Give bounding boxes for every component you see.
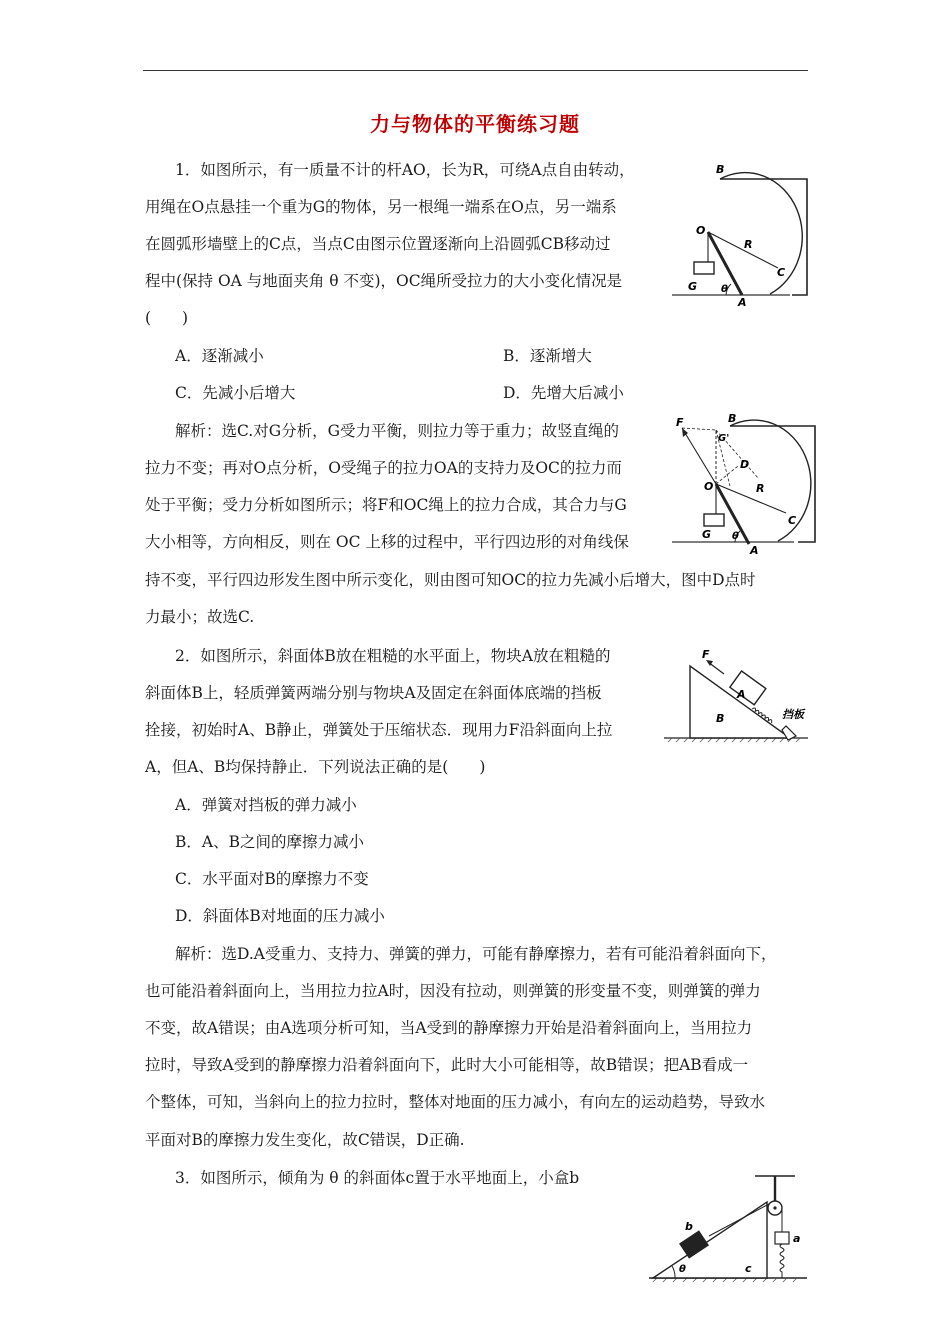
q2-analysis-line: 个整体，可知，当斜向上的拉力拉时，整体对地面的压力减小，有向左的运动趋势，导致水: [145, 1093, 766, 1111]
q2-figure: [660, 644, 812, 748]
label-r: R: [744, 238, 753, 251]
q2-analysis-line: 也可能沿着斜面向上，当用拉力拉A时，因没有拉动，则弹簧的形变量不变，则弹簧的弹力: [145, 982, 761, 1000]
label-a: A: [737, 688, 746, 701]
q2-option-b: B．A、B之间的摩擦力减小: [175, 833, 364, 851]
q2-option-d: D．斜面体B对地面的压力减小: [175, 907, 385, 925]
q2-analysis-line: 平面对B的摩擦力发生变化，故C错误，D正确.: [145, 1131, 465, 1149]
label-c: c: [745, 1262, 752, 1275]
q2-analysis-line: 拉时，导致A受到的静摩擦力沿着斜面向下，此时大小可能相等，故B错误；把AB看成一: [145, 1056, 749, 1074]
q1-line: 在圆弧形墙壁上的C点，当点C由图示位置逐渐向上沿圆弧CB移动过: [145, 235, 611, 253]
q1-option-c: C．先减小后增大: [175, 384, 296, 402]
label-f: F: [702, 648, 710, 661]
label-theta: θ: [721, 284, 728, 295]
q1-analysis-figure: [672, 408, 817, 558]
q3-figure: [645, 1172, 810, 1284]
q1-line: ( ): [145, 309, 189, 327]
label-o: O: [696, 224, 706, 237]
label-g: G: [702, 528, 712, 541]
label-a: A: [750, 544, 759, 557]
q1-option-b: B．逐渐增大: [503, 347, 592, 365]
label-b: B: [716, 712, 725, 725]
page-title: 力与物体的平衡练习题: [370, 112, 580, 136]
label-g: G: [688, 280, 698, 293]
q2-analysis-line: 解析：选D.A受重力、支持力、弹簧的弹力，可能有静摩擦力，若有可能沿着斜面向下，: [175, 945, 777, 963]
q1-analysis-line: 力最小；故选C.: [145, 608, 255, 626]
q1-option-a: A．逐渐减小: [175, 347, 264, 365]
label-f: F: [676, 416, 684, 429]
q1-analysis-line: 大小相等，方向相反，则在 OC 上移的过程中，平行四边形的对角线保: [145, 533, 629, 551]
label-r: R: [756, 482, 765, 495]
label-b: B: [716, 163, 725, 176]
label-theta: θ: [732, 531, 739, 542]
label-a: A: [738, 296, 747, 308]
q1-option-d: D．先增大后减小: [503, 384, 624, 402]
q2-line: 拴接，初始时A、B静止，弹簧处于压缩状态．现用力F沿斜面向上拉: [145, 721, 613, 739]
q2-option-c: C．水平面对B的摩擦力不变: [175, 870, 369, 888]
q1-line: 1．如图所示，有一质量不计的杆AO，长为R，可绕A点自由转动，: [175, 161, 635, 179]
q1-analysis-line: 处于平衡；受力分析如图所示；将F和OC绳上的拉力合成，其合力与G: [145, 496, 627, 514]
q1-line: 程中(保持 OA 与地面夹角 θ 不变)，OC绳所受拉力的大小变化情况是: [145, 272, 623, 290]
label-g-prime: G': [718, 433, 730, 444]
q2-analysis-line: 不变，故A错误；由A选项分析可知，当A受到的静摩擦力开始是沿着斜面向上，当用拉力: [145, 1019, 753, 1037]
q1-line: 用绳在O点悬挂一个重为G的物体，另一根绳一端系在O点，另一端系: [145, 198, 617, 216]
q1-analysis-line: 拉力不变；再对O点分析，O受绳子的拉力OA的支持力及OC的拉力而: [145, 459, 622, 477]
header-rule: [143, 70, 808, 71]
q2-line: 2．如图所示，斜面体B放在粗糙的水平面上，物块A放在粗糙的: [175, 647, 611, 665]
label-board: 挡板: [782, 708, 804, 721]
q2-line: 斜面体B上，轻质弹簧两端分别与物块A及固定在斜面体底端的挡板: [145, 684, 602, 702]
q3-line: 3．如图所示，倾角为 θ 的斜面体c置于水平地面上，小盒b: [175, 1169, 580, 1187]
q1-analysis-line: 持不变，平行四边形发生图中所示变化，则由图可知OC的拉力先减小后增大，图中D点时: [145, 571, 756, 589]
label-c: C: [777, 266, 786, 279]
label-theta: θ: [679, 1264, 686, 1275]
label-d: D: [740, 458, 750, 471]
label-c: C: [788, 514, 797, 527]
q2-line: A，但A、B均保持静止．下列说法正确的是( ): [145, 758, 486, 776]
label-b: b: [685, 1220, 693, 1233]
q1-analysis-line: 解析：选C.对G分析，G受力平衡，则拉力等于重力；故竖直绳的: [175, 422, 619, 440]
q2-option-a: A．弹簧对挡板的弹力减小: [175, 796, 357, 814]
q1-figure: [672, 158, 810, 308]
label-a: a: [793, 1232, 801, 1245]
label-b: B: [728, 412, 737, 425]
label-o: O: [704, 480, 714, 493]
